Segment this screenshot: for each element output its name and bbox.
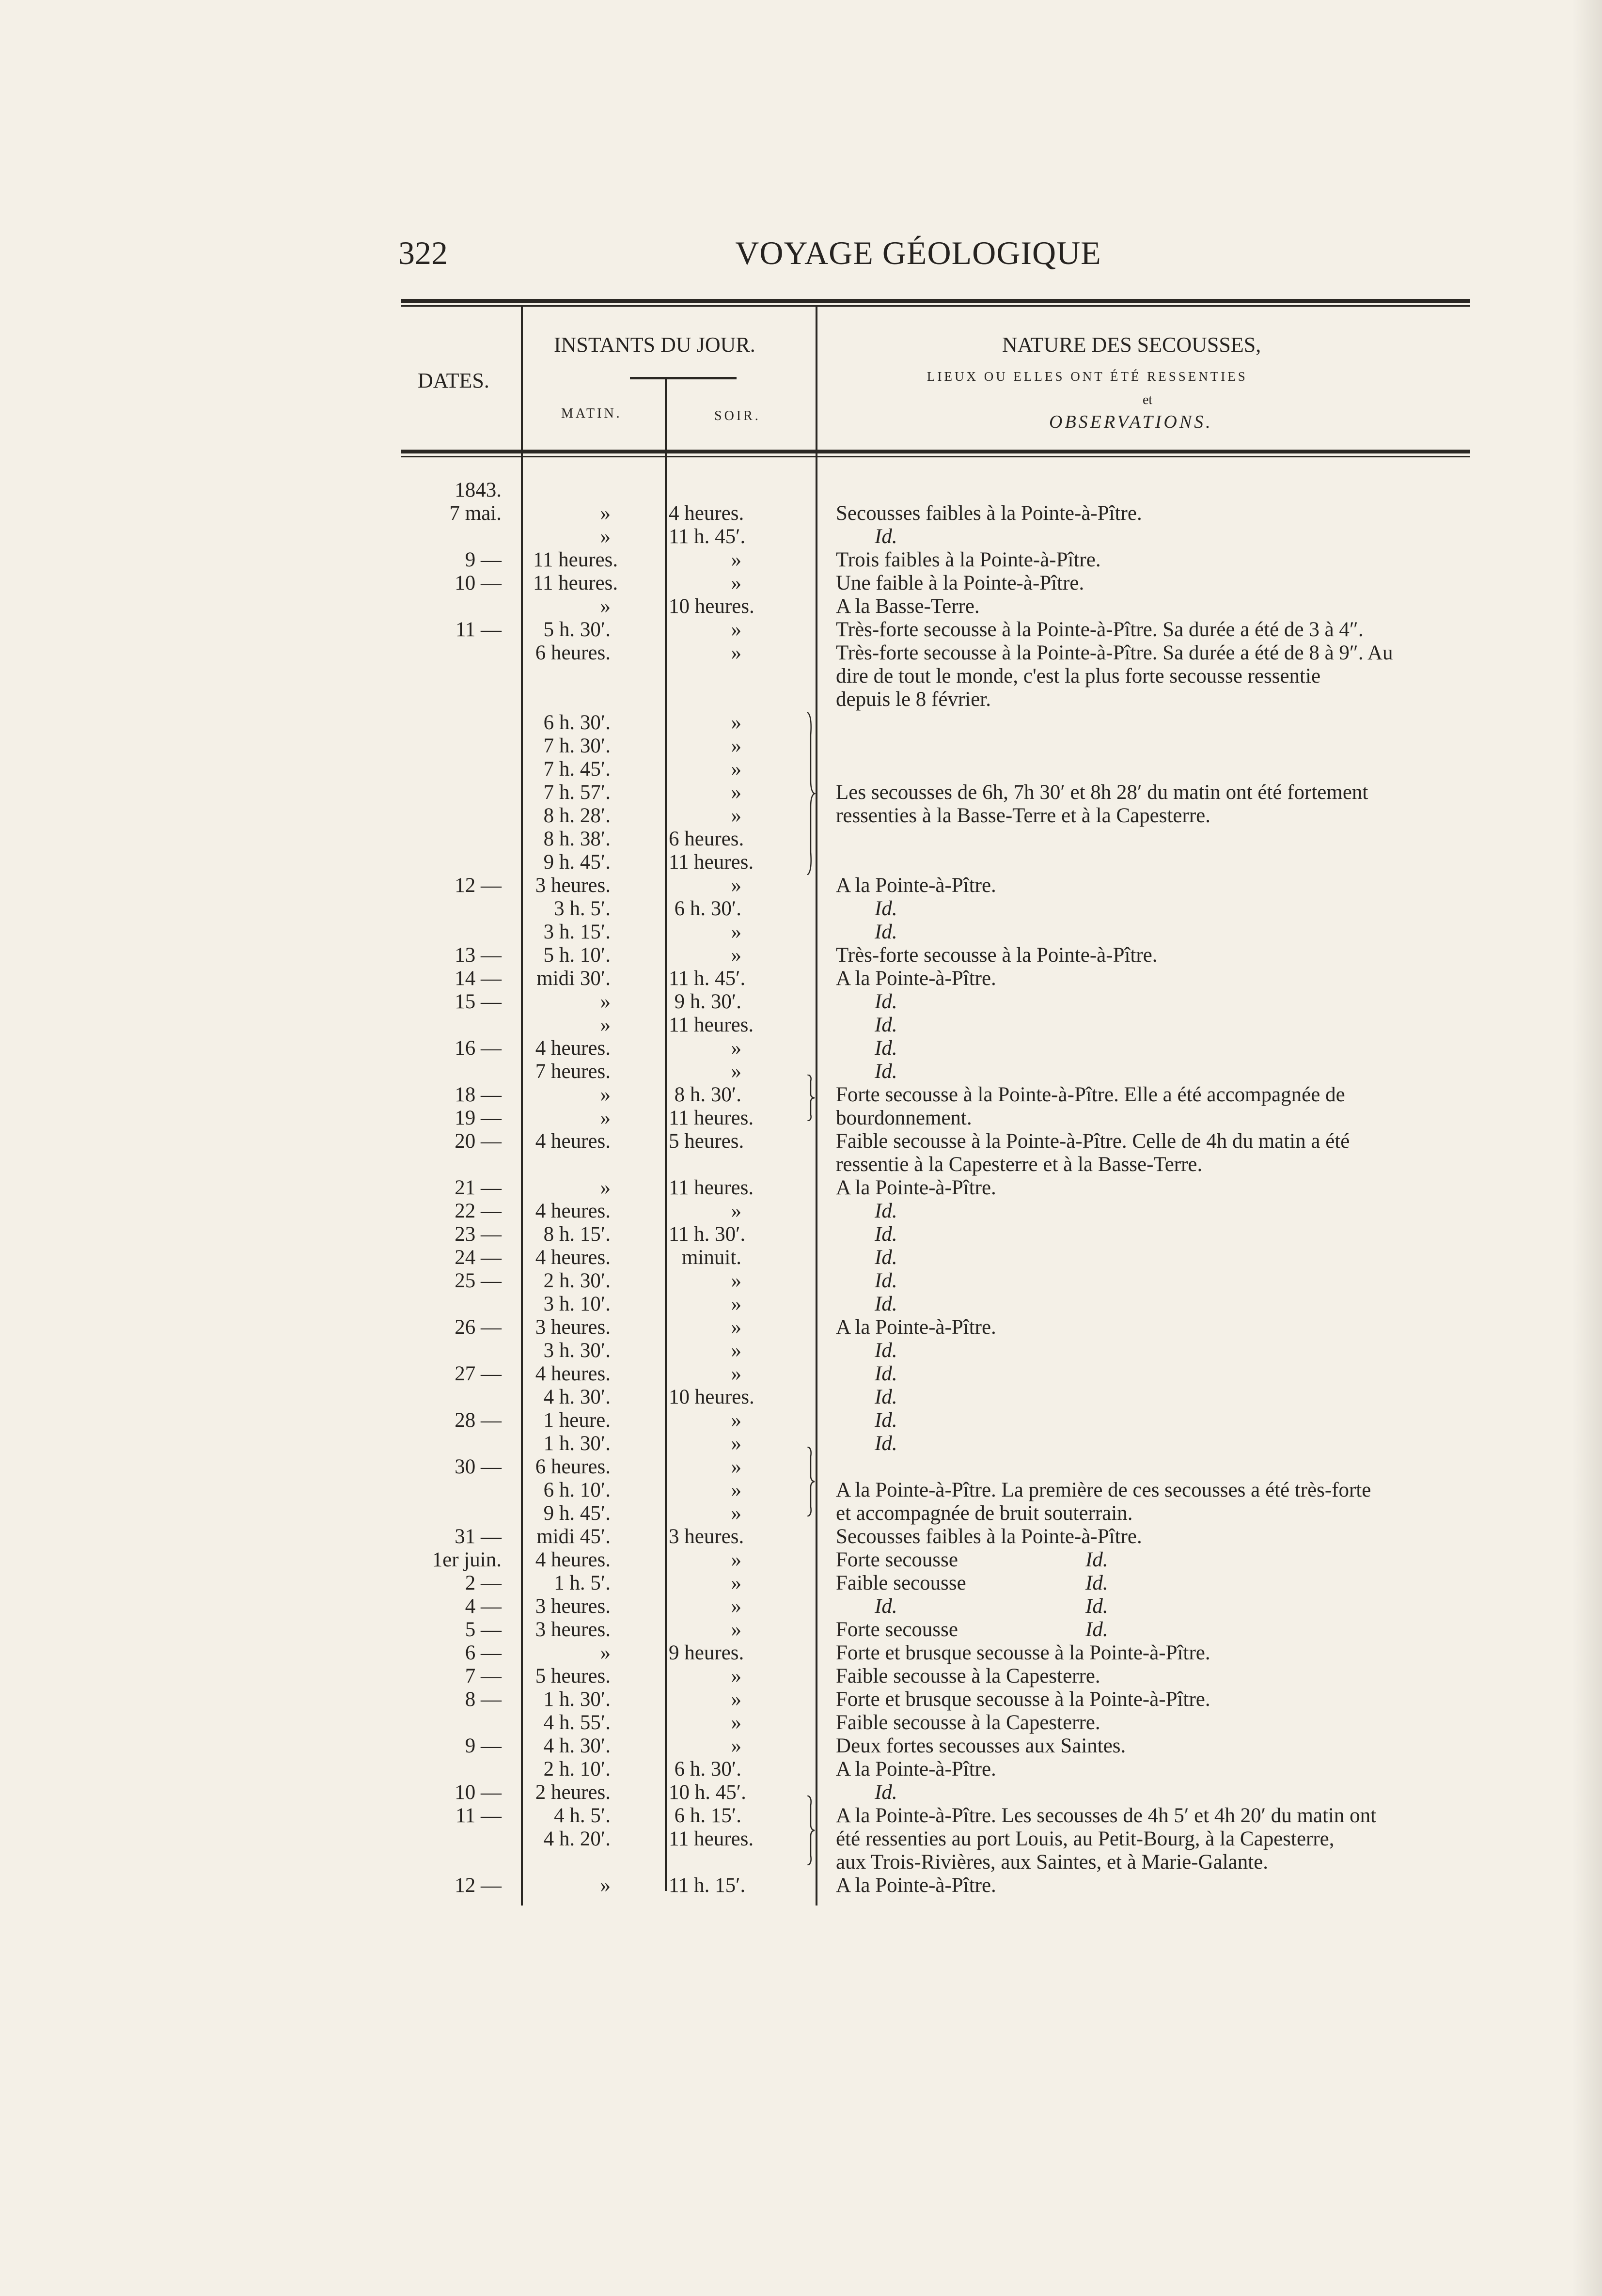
row-matin: 9 h. 45′. — [543, 1502, 611, 1525]
row-date: 20 — — [455, 1130, 502, 1153]
table-row — [397, 734, 1478, 758]
row-nature: Secousses faibles à la Pointe-à-Pître. — [836, 1525, 1142, 1548]
row-date: 10 — — [455, 572, 502, 594]
table-row — [397, 595, 1478, 618]
row-nature: A la Pointe-à-Pître. — [836, 874, 996, 897]
table-row — [397, 1200, 1478, 1223]
row-matin: 7 h. 45′. — [543, 758, 611, 781]
row-soir: » — [731, 1479, 741, 1501]
table-row — [397, 1409, 1478, 1432]
row-nature: ressentie à la Capesterre et à la Basse-Terre. — [836, 1153, 1203, 1176]
row-nature: A la Basse-Terre. — [836, 595, 980, 618]
row-soir: » — [731, 1409, 741, 1432]
table-row — [397, 1014, 1478, 1037]
row-date: 19 — — [455, 1107, 502, 1129]
row-matin: 2 h. 30′. — [543, 1269, 611, 1292]
row-date: 7 mai. — [449, 502, 502, 525]
row-nature: Id. — [875, 1293, 897, 1315]
table-row — [397, 711, 1478, 734]
row-nature: Deux fortes secousses aux Saintes. — [836, 1734, 1126, 1757]
row-soir: 3 heures. — [669, 1525, 744, 1548]
table-row — [397, 1781, 1478, 1804]
table-row — [397, 1037, 1478, 1060]
row-matin: » — [600, 1176, 611, 1199]
row-nature: Id. — [875, 1339, 897, 1362]
row-soir: 6 h. 30′. — [674, 897, 741, 920]
row-matin: 3 h. 15′. — [543, 921, 611, 943]
row-soir: » — [731, 572, 741, 594]
row-soir: » — [731, 1269, 741, 1292]
row-nature: A la Pointe-à-Pître. — [836, 967, 996, 990]
row-soir: 11 h. 45′. — [669, 525, 746, 548]
table-row — [397, 1130, 1478, 1153]
row-soir: » — [731, 548, 741, 571]
row-matin: 1 heure. — [543, 1409, 611, 1432]
table-row — [397, 688, 1478, 711]
row-matin: 3 heures. — [535, 1618, 611, 1641]
running-title: VOYAGE GÉOLOGIQUE — [735, 234, 1101, 271]
row-matin: 4 heures. — [535, 1037, 611, 1060]
row-matin: 2 heures. — [535, 1781, 611, 1804]
header-bottom-rule-thin — [401, 456, 1470, 457]
row-nature-id: Id. — [1085, 1618, 1108, 1641]
row-date: 31 — — [455, 1525, 502, 1548]
row-soir: 10 h. 45′. — [669, 1781, 746, 1804]
row-date: 28 — — [455, 1409, 502, 1432]
header-instants: INSTANTS DU JOUR. — [554, 333, 755, 357]
row-date: 15 — — [455, 990, 502, 1013]
table-row — [397, 1827, 1478, 1851]
table-row — [397, 1083, 1478, 1107]
row-nature: Très-forte secousse à la Pointe-à-Pître. Sa durée a été de 8 à 9″. Au — [836, 641, 1393, 664]
table-row — [397, 1107, 1478, 1130]
table-row — [397, 502, 1478, 525]
row-date: 23 — — [455, 1223, 502, 1246]
row-nature: Faible secousse — [836, 1572, 966, 1594]
row-date: 21 — — [455, 1176, 502, 1199]
row-matin: 4 heures. — [535, 1548, 611, 1571]
row-soir: » — [731, 1572, 741, 1594]
table-row — [397, 1734, 1478, 1758]
table-row — [397, 897, 1478, 921]
row-matin: » — [600, 1641, 611, 1664]
row-matin: 3 h. 30′. — [543, 1339, 611, 1362]
row-nature: ressenties à la Basse-Terre et à la Capesterre. — [836, 804, 1210, 827]
row-matin: 1 h. 5′. — [554, 1572, 611, 1594]
row-nature: A la Pointe-à-Pître. Les secousses de 4h 5′ et 4h 20′ du matin ont — [836, 1804, 1377, 1827]
row-matin: 7 h. 57′. — [543, 781, 611, 804]
row-soir: » — [731, 1688, 741, 1711]
table-row — [397, 1688, 1478, 1711]
row-date: 12 — — [455, 874, 502, 897]
row-soir: » — [731, 1502, 741, 1525]
row-matin: » — [600, 595, 611, 618]
row-matin: 7 heures. — [535, 1060, 611, 1083]
row-date: 2 — — [465, 1572, 502, 1594]
row-soir: » — [731, 1200, 741, 1222]
row-matin: 3 heures. — [535, 1316, 611, 1339]
row-nature: bourdonnement. — [836, 1107, 972, 1129]
header-nature-observations: OBSERVATIONS. — [1049, 412, 1213, 432]
row-matin: 8 h. 15′. — [543, 1223, 611, 1246]
row-nature: Très-forte secousse à la Pointe-à-Pître. Sa durée a été de 3 à 4″. — [836, 618, 1364, 641]
row-soir: » — [731, 758, 741, 781]
row-nature: A la Pointe-à-Pître. — [836, 1874, 996, 1897]
row-matin: 2 h. 10′. — [543, 1758, 611, 1781]
row-nature: Id. — [875, 897, 897, 920]
row-nature: Id. — [875, 921, 897, 943]
row-soir: » — [731, 1734, 741, 1757]
row-soir: » — [731, 711, 741, 734]
table-row — [397, 921, 1478, 944]
row-nature: Id. — [875, 1014, 897, 1036]
row-nature: Id. — [875, 1409, 897, 1432]
table-row — [397, 548, 1478, 572]
row-date: 1er juin. — [432, 1548, 502, 1571]
row-matin: midi 45′. — [536, 1525, 611, 1548]
table-row — [397, 1618, 1478, 1641]
table-row — [397, 1804, 1478, 1827]
table-row — [397, 1851, 1478, 1874]
row-nature: A la Pointe-à-Pître. — [836, 1316, 996, 1339]
table-row — [397, 479, 1478, 502]
table-row — [397, 1246, 1478, 1269]
table-row — [397, 874, 1478, 897]
row-matin: 6 heures. — [535, 641, 611, 664]
table-row — [397, 665, 1478, 688]
row-soir: 8 h. 30′. — [674, 1083, 741, 1106]
table-row — [397, 1479, 1478, 1502]
table-top-rule-thin — [401, 305, 1470, 307]
row-matin: 11 heures. — [533, 572, 618, 594]
row-date: 9 — — [465, 548, 502, 571]
row-soir: » — [731, 1060, 741, 1083]
row-soir: » — [731, 1618, 741, 1641]
row-date: 7 — — [465, 1665, 502, 1687]
row-date: 12 — — [455, 1874, 502, 1897]
row-nature: Faible secousse à la Capesterre. — [836, 1711, 1100, 1734]
table-row — [397, 851, 1478, 874]
row-soir: » — [731, 944, 741, 967]
table-row — [397, 1572, 1478, 1595]
row-nature: A la Pointe-à-Pître. — [836, 1176, 996, 1199]
row-matin: 4 heures. — [535, 1362, 611, 1385]
row-date: 11 — — [455, 1804, 502, 1827]
table-row — [397, 967, 1478, 990]
row-nature: Forte secousse — [836, 1618, 958, 1641]
row-nature: Id. — [875, 1200, 897, 1222]
row-soir: 11 h. 15′. — [669, 1874, 746, 1897]
row-nature: Id. — [875, 1223, 897, 1246]
row-nature: Id. — [875, 1386, 897, 1408]
row-matin: 1 h. 30′. — [543, 1432, 611, 1455]
table-row — [397, 1269, 1478, 1293]
row-date: 18 — — [455, 1083, 502, 1106]
table-row — [397, 990, 1478, 1014]
header-nature-lieux: LIEUX OU ELLES ONT ÉTÉ RESSENTIES — [927, 369, 1248, 384]
row-soir: » — [731, 1595, 741, 1618]
table-row — [397, 758, 1478, 781]
row-matin: 5 h. 30′. — [543, 618, 611, 641]
row-nature: A la Pointe-à-Pître. La première de ces secousses a été très-forte — [836, 1479, 1371, 1501]
row-soir: 6 h. 30′. — [674, 1758, 741, 1781]
table-row — [397, 828, 1478, 851]
row-soir: » — [731, 921, 741, 943]
row-nature: Trois faibles à la Pointe-à-Pître. — [836, 548, 1101, 571]
row-soir: 10 heures. — [669, 1386, 754, 1408]
page-gutter-shadow — [1572, 0, 1602, 2296]
table-row — [397, 1223, 1478, 1246]
table-row — [397, 1362, 1478, 1386]
row-date: 22 — — [455, 1200, 502, 1222]
row-date: 24 — — [455, 1246, 502, 1269]
header-matin: MATIN. — [561, 406, 622, 421]
row-nature: Id. — [875, 1269, 897, 1292]
header-soir: SOIR. — [714, 408, 761, 423]
table-row — [397, 572, 1478, 595]
row-date: 5 — — [465, 1618, 502, 1641]
row-soir: 11 heures. — [669, 1176, 754, 1199]
row-date: 10 — — [455, 1781, 502, 1804]
page-number: 322 — [398, 234, 448, 271]
row-date: 25 — — [455, 1269, 502, 1292]
row-nature: Une faible à la Pointe-à-Pître. — [836, 572, 1084, 594]
header-nature-title: NATURE DES SECOUSSES, — [1002, 333, 1261, 357]
row-nature: Les secousses de 6h, 7h 30′ et 8h 28′ du matin ont été fortement — [836, 781, 1368, 804]
row-nature: Très-forte secousse à la Pointe-à-Pître. — [836, 944, 1158, 967]
row-matin: 7 h. 30′. — [543, 734, 611, 757]
row-matin: 8 h. 38′. — [543, 828, 611, 850]
row-nature: Id. — [875, 1246, 897, 1269]
row-matin: 3 heures. — [535, 1595, 611, 1618]
row-nature: Forte et brusque secousse à la Pointe-à-Pître. — [836, 1688, 1210, 1711]
row-matin: 9 h. 45′. — [543, 851, 611, 874]
row-matin: 3 heures. — [535, 874, 611, 897]
row-matin: 5 h. 10′. — [543, 944, 611, 967]
row-matin: » — [600, 1083, 611, 1106]
table-row — [397, 1153, 1478, 1176]
row-soir: » — [731, 1548, 741, 1571]
row-matin: 6 h. 10′. — [543, 1479, 611, 1501]
row-matin: 8 h. 28′. — [543, 804, 611, 827]
row-soir: » — [731, 1339, 741, 1362]
row-matin: 4 h. 30′. — [543, 1734, 611, 1757]
table-row — [397, 1758, 1478, 1781]
row-nature: Id. — [875, 525, 897, 548]
table-row — [397, 1176, 1478, 1200]
row-soir: 11 heures. — [669, 1107, 754, 1129]
row-matin: 4 h. 55′. — [543, 1711, 611, 1734]
table-top-rule — [401, 299, 1470, 303]
row-matin: 3 h. 5′. — [554, 897, 611, 920]
table-row — [397, 781, 1478, 804]
row-date: 26 — — [455, 1316, 502, 1339]
table-row — [397, 1874, 1478, 1897]
table-row — [397, 1711, 1478, 1734]
row-date: 4 — — [465, 1595, 502, 1618]
row-nature: A la Pointe-à-Pître. — [836, 1758, 996, 1781]
row-soir: » — [731, 641, 741, 664]
row-matin: 4 heures. — [535, 1200, 611, 1222]
row-nature: Id. — [875, 1781, 897, 1804]
row-nature: Forte et brusque secousse à la Pointe-à-Pître. — [836, 1641, 1210, 1664]
row-date: 1843. — [455, 479, 502, 501]
row-soir: 11 h. 30′. — [669, 1223, 746, 1246]
row-soir: » — [731, 781, 741, 804]
row-soir: 10 heures. — [669, 595, 754, 618]
row-matin: 4 heures. — [535, 1130, 611, 1153]
row-date: 11 — — [455, 618, 502, 641]
row-matin: » — [600, 1874, 611, 1897]
row-soir: » — [731, 1293, 741, 1315]
table-row — [397, 525, 1478, 548]
row-matin: 6 heures. — [535, 1455, 611, 1478]
row-nature: Id. — [875, 1060, 897, 1083]
row-soir: 11 heures. — [669, 1827, 754, 1850]
table-row — [397, 1060, 1478, 1083]
row-nature: Id. — [875, 1595, 897, 1618]
row-nature: depuis le 8 février. — [836, 688, 991, 711]
row-soir: 11 heures. — [669, 1014, 754, 1036]
row-date: 14 — — [455, 967, 502, 990]
row-matin: 11 heures. — [533, 548, 618, 571]
row-soir: » — [731, 1316, 741, 1339]
table-row — [397, 1525, 1478, 1548]
row-soir: 11 h. 45′. — [669, 967, 746, 990]
row-nature: été ressenties au port Louis, au Petit-Bourg, à la Capesterre, — [836, 1827, 1335, 1850]
row-nature: et accompagnée de bruit souterrain. — [836, 1502, 1133, 1525]
row-soir: 9 heures. — [669, 1641, 744, 1664]
row-nature-id: Id. — [1085, 1595, 1108, 1618]
row-nature-id: Id. — [1085, 1548, 1108, 1571]
table-row — [397, 618, 1478, 641]
row-soir: » — [731, 1455, 741, 1478]
row-nature: Forte secousse — [836, 1548, 958, 1571]
row-matin: 4 h. 30′. — [543, 1386, 611, 1408]
row-matin: 3 h. 10′. — [543, 1293, 611, 1315]
row-matin: 4 heures. — [535, 1246, 611, 1269]
header-bottom-rule — [401, 450, 1470, 453]
table-row — [397, 1502, 1478, 1525]
row-soir: » — [731, 618, 741, 641]
row-nature: aux Trois-Rivières, aux Saintes, et à Marie-Galante. — [836, 1851, 1269, 1874]
row-nature: Faible secousse à la Capesterre. — [836, 1665, 1100, 1687]
row-matin: midi 30′. — [536, 967, 611, 990]
table-row — [397, 1548, 1478, 1572]
row-soir: 11 heures. — [669, 851, 754, 874]
header-dates: DATES. — [418, 369, 489, 392]
row-matin: » — [600, 525, 611, 548]
table-row — [397, 1432, 1478, 1455]
table-row — [397, 804, 1478, 828]
table-row — [397, 1455, 1478, 1479]
row-nature: Faible secousse à la Pointe-à-Pître. Celle de 4h du matin a été — [836, 1130, 1350, 1153]
table-row — [397, 1316, 1478, 1339]
header-nature-et: et — [1143, 392, 1153, 407]
row-date: 13 — — [455, 944, 502, 967]
row-soir: » — [731, 804, 741, 827]
row-matin: » — [600, 1107, 611, 1129]
row-soir: 5 heures. — [669, 1130, 744, 1153]
row-matin: » — [600, 1014, 611, 1036]
table-row — [397, 1386, 1478, 1409]
row-soir: » — [731, 1362, 741, 1385]
row-matin: » — [600, 502, 611, 525]
row-nature: Forte secousse à la Pointe-à-Pître. Elle a été accompagnée de — [836, 1083, 1345, 1106]
table-row — [397, 1595, 1478, 1618]
row-soir: » — [731, 1711, 741, 1734]
row-matin: 6 h. 30′. — [543, 711, 611, 734]
row-matin: 4 h. 20′. — [543, 1827, 611, 1850]
row-nature: Id. — [875, 1362, 897, 1385]
row-nature: Id. — [875, 1037, 897, 1060]
row-nature-id: Id. — [1085, 1572, 1108, 1594]
row-soir: 4 heures. — [669, 502, 744, 525]
row-soir: 6 h. 15′. — [674, 1804, 741, 1827]
row-matin: 4 h. 5′. — [554, 1804, 611, 1827]
row-date: 27 — — [455, 1362, 502, 1385]
row-date: 9 — — [465, 1734, 502, 1757]
row-nature: Id. — [875, 1432, 897, 1455]
row-soir: » — [731, 874, 741, 897]
table-row — [397, 641, 1478, 665]
row-matin: » — [600, 990, 611, 1013]
table-row — [397, 1339, 1478, 1362]
row-soir: » — [731, 734, 741, 757]
row-matin: 5 heures. — [535, 1665, 611, 1687]
row-soir: 6 heures. — [669, 828, 744, 850]
row-soir: » — [731, 1037, 741, 1060]
table-row — [397, 1641, 1478, 1665]
row-nature: dire de tout le monde, c'est la plus forte secousse ressentie — [836, 665, 1321, 687]
row-matin: 1 h. 30′. — [543, 1688, 611, 1711]
row-soir: » — [731, 1432, 741, 1455]
table-row — [397, 1665, 1478, 1688]
row-soir: 9 h. 30′. — [674, 990, 741, 1013]
table-row — [397, 1293, 1478, 1316]
row-date: 30 — — [455, 1455, 502, 1478]
table-row — [397, 944, 1478, 967]
instants-underline — [630, 377, 737, 379]
row-soir: » — [731, 1665, 741, 1687]
row-soir: minuit. — [681, 1246, 741, 1269]
row-date: 8 — — [465, 1688, 502, 1711]
row-date: 6 — — [465, 1641, 502, 1664]
row-nature: Secousses faibles à la Pointe-à-Pître. — [836, 502, 1142, 525]
row-nature: Id. — [875, 990, 897, 1013]
row-date: 16 — — [455, 1037, 502, 1060]
